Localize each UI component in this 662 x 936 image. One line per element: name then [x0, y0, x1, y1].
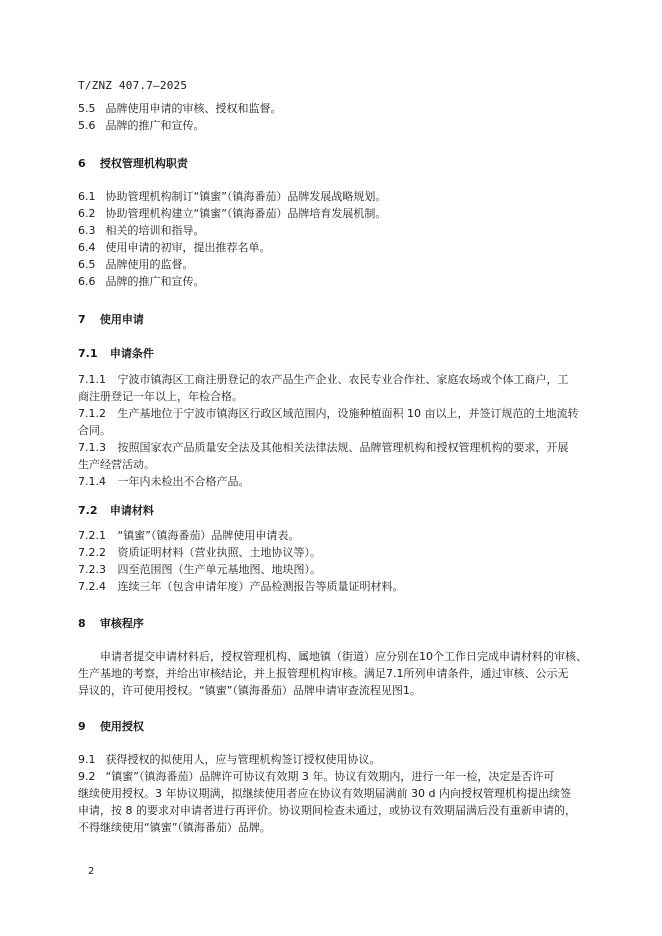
clause-number: 5.6: [78, 119, 96, 132]
clause-text: “镇蜜”（镇海番茄）品牌使用申请表。: [117, 529, 300, 542]
clause-number: 6.3: [78, 224, 96, 237]
clause-7-2-4: [78, 578, 404, 595]
clause-7-2-1: [78, 527, 299, 544]
subsection-title: 申请条件: [109, 347, 154, 360]
clause-7-1-1-cont: 商注册登记一年以上，年检合格。: [78, 390, 243, 403]
subsection-7-2-heading: [78, 502, 154, 518]
section-8-text-line-2: 生产基地的考察，并给出审核结论，并上报管理机构审核。满足7.1所列申请条件，通过审核、公示无: [78, 667, 569, 680]
clause-number: 7.2.4: [78, 580, 106, 593]
section-8-text-line-3: 异议的，许可使用授权。“镇蜜”（镇海番茄）品牌申请审查流程见图1。: [78, 684, 421, 697]
section-number: 8: [78, 617, 86, 630]
clause-number: 7.1.4: [78, 475, 106, 488]
section-number: 6: [78, 157, 86, 170]
section-9-heading: [78, 718, 144, 734]
clause-text: 资质证明材料（营业执照、土地协议等）。: [117, 546, 321, 559]
section-8-text-line-1: 申请者提交申请材料后，授权管理机构、属地镇（街道）应分别在10个工作日完成申请材料的审核、: [100, 650, 587, 663]
clause-text: 宁波市镇海区工商注册登记的农产品生产企业、农民专业合作社、家庭农场或个体工商户，工: [117, 373, 569, 386]
clause-number: 6.4: [78, 241, 96, 254]
clause-number: 9.2: [78, 770, 96, 783]
clause-7-1-2: [78, 405, 579, 422]
clause-6-3: [78, 222, 205, 239]
clause-text: 一年内未检出不合格产品。: [117, 475, 250, 488]
clause-text: 协助管理机构建立“镇蜜”（镇海番茄）品牌培育发展机制。: [105, 207, 387, 220]
clause-number: 6.1: [78, 190, 96, 203]
clause-text: 品牌的推广和宣传。: [105, 275, 205, 288]
clause-9-2-line-3: 申请，按 8 的要求对申请者进行再评价。协议期间检查未通过，或协议有效期届满后没有重新申请的，: [78, 804, 576, 817]
section-7-heading: [78, 311, 144, 327]
document-code: T/ZNZ 407.7—2025: [78, 79, 188, 92]
clause-number: 7.2.3: [78, 563, 106, 576]
clause-6-6: [78, 273, 205, 290]
section-title: 使用授权: [99, 720, 144, 733]
clause-7-1-2-cont: 合同。: [78, 424, 111, 437]
clause-text: 协助管理机构制订“镇蜜”（镇海番茄）品牌发展战略规划。: [105, 190, 387, 203]
section-title: 使用申请: [99, 313, 144, 326]
clause-number: 7.1.3: [78, 441, 106, 454]
clause-number: 7.1.2: [78, 407, 106, 420]
clause-5-5: [78, 100, 282, 117]
clause-text: 相关的培训和指导。: [105, 224, 205, 237]
subsection-number: 7.1: [78, 347, 98, 360]
clause-text: “镇蜜”（镇海番茄）品牌许可协议有效期 3 年。协议有效期内，进行一年一检，决定是否许可: [105, 770, 555, 783]
subsection-7-1-heading: [78, 345, 154, 361]
subsection-title: 申请材料: [109, 504, 154, 517]
section-title: 授权管理机构职责: [99, 157, 188, 170]
clause-text: 连续三年（包含申请年度）产品检测报告等质量证明材料。: [117, 580, 404, 593]
clause-5-6: [78, 117, 205, 134]
clause-7-1-3-cont: 生产经营活动。: [78, 458, 155, 471]
subsection-number: 7.2: [78, 504, 98, 517]
clause-7-1-1: [78, 371, 569, 388]
clause-6-4: [78, 239, 271, 256]
section-number: 9: [78, 720, 86, 733]
clause-number: 7.2.1: [78, 529, 106, 542]
clause-number: 7.1.1: [78, 373, 106, 386]
clause-text: 品牌的推广和宣传。: [105, 119, 205, 132]
clause-number: 9.1: [78, 753, 96, 766]
section-title: 审核程序: [99, 617, 144, 630]
clause-text: 品牌使用的监督。: [105, 258, 194, 271]
clause-text: 生产基地位于宁波市镇海区行政区域范围内，设施种植面积 10 亩以上，并签订规范的土地流转: [117, 407, 579, 420]
clause-text: 获得授权的拟使用人，应与管理机构签订授权使用协议。: [105, 753, 381, 766]
clause-9-1: [78, 751, 381, 768]
clause-7-1-4: [78, 473, 250, 490]
clause-7-2-2: [78, 544, 321, 561]
clause-9-2-line-2: 继续使用授权。3 年协议期满，拟继续使用者应在协议有效期届满前 30 d 内向授权管理机构提出续签: [78, 787, 571, 800]
clause-6-5: [78, 256, 194, 273]
section-6-heading: [78, 155, 188, 171]
clause-number: 5.5: [78, 102, 96, 115]
clause-6-2: [78, 205, 386, 222]
clause-number: 6.2: [78, 207, 96, 220]
clause-7-1-3: [78, 439, 569, 456]
page-number: 2: [88, 866, 95, 877]
clause-number: 6.5: [78, 258, 96, 271]
clause-number: 6.6: [78, 275, 96, 288]
clause-6-1: [78, 188, 386, 205]
clause-text: 四至范围图（生产单元基地图、地块图）。: [117, 563, 321, 576]
section-number: 7: [78, 313, 86, 326]
clause-9-2-line-4: 不得继续使用“镇蜜”（镇海番茄）品牌。: [78, 821, 271, 834]
clause-7-2-3: [78, 561, 321, 578]
clause-9-2: [78, 768, 554, 785]
section-8-heading: [78, 615, 144, 631]
clause-text: 使用申请的初审，提出推荐名单。: [105, 241, 271, 254]
clause-number: 7.2.2: [78, 546, 106, 559]
clause-text: 品牌使用申请的审核、授权和监督。: [105, 102, 282, 115]
clause-text: 按照国家农产品质量安全法及其他相关法律法规、品牌管理机构和授权管理机构的要求，开展: [117, 441, 569, 454]
